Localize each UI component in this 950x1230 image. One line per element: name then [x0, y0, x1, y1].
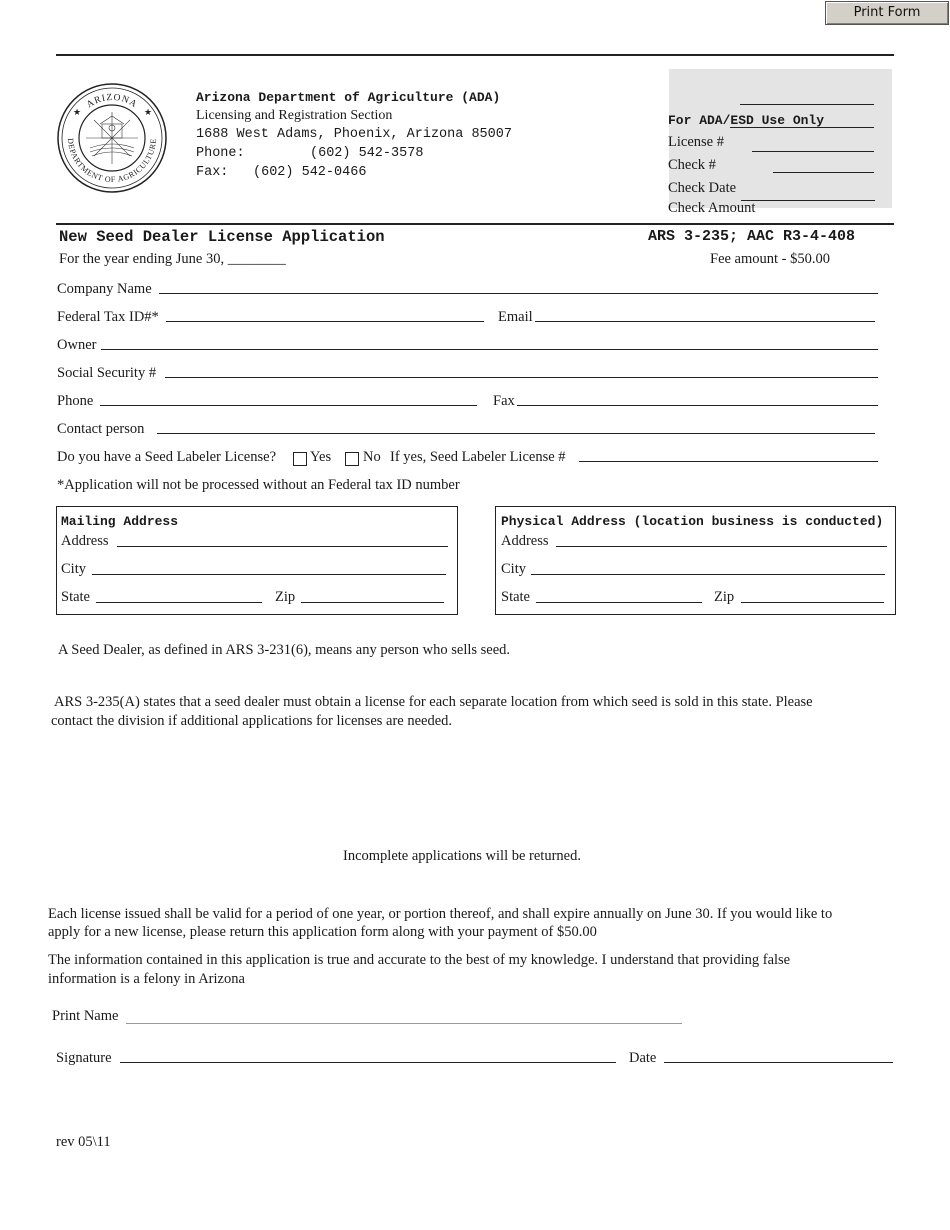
office-use-title-line	[730, 127, 874, 128]
office-use-title: For ADA/ESD Use Only	[668, 113, 825, 128]
fax-input[interactable]	[517, 389, 878, 406]
agency-phone: (602) 542-3578	[310, 146, 424, 161]
office-license-label: License #	[668, 134, 724, 150]
contact-person-label: Contact person	[57, 421, 145, 437]
physical-address-input[interactable]	[556, 530, 887, 547]
signature-label: Signature	[56, 1050, 112, 1066]
mailing-city-input[interactable]	[92, 558, 446, 575]
print-form-button[interactable]: Print Form	[825, 1, 949, 25]
labeler-number-label: If yes, Seed Labeler License #	[390, 449, 566, 465]
owner-input[interactable]	[101, 333, 878, 350]
validity-line2: apply for a new license, please return this application form along with your payment of $50.00	[48, 924, 597, 940]
tax-id-note: *Application will not be processed without an Federal tax ID number	[57, 477, 460, 493]
statute-reference: ARS 3-235; AAC R3-4-408	[648, 228, 856, 245]
fee-amount: Fee amount - $50.00	[710, 251, 831, 267]
form-title: New Seed Dealer License Application	[59, 228, 385, 246]
owner-label: Owner	[57, 337, 97, 353]
fax-label: Fax	[493, 393, 515, 409]
mailing-city-label: City	[61, 561, 86, 577]
arizona-agriculture-seal-icon	[56, 82, 168, 194]
labeler-no-checkbox[interactable]	[345, 452, 359, 466]
print-name-label: Print Name	[52, 1008, 119, 1024]
phone-input[interactable]	[100, 389, 477, 406]
physical-state-label: State	[501, 589, 530, 605]
email-input[interactable]	[535, 305, 875, 322]
section-rule	[56, 223, 894, 225]
physical-address-title: Physical Address (location business is conducted)	[501, 514, 884, 529]
agency-name: Arizona Department of Agriculture (ADA)	[196, 90, 501, 105]
year-ending: For the year ending June 30, ________	[59, 251, 286, 267]
physical-zip-input[interactable]	[741, 586, 884, 603]
seal-top-text: ARIZONA	[85, 92, 139, 111]
company-name-label: Company Name	[57, 281, 152, 297]
incomplete-notice: Incomplete applications will be returned.	[343, 848, 581, 864]
top-rule	[56, 54, 894, 56]
company-name-input[interactable]	[159, 277, 878, 294]
office-license-input[interactable]	[752, 135, 874, 152]
physical-state-input[interactable]	[536, 586, 702, 603]
ssn-input[interactable]	[165, 361, 878, 378]
labeler-no-label: No	[363, 449, 381, 465]
office-check-date-input[interactable]	[741, 184, 875, 201]
phone-label: Phone	[57, 393, 94, 409]
date-label: Date	[629, 1050, 657, 1066]
email-label: Email	[498, 309, 533, 325]
agency-fax: (602) 542-0466	[253, 165, 367, 180]
mailing-state-label: State	[61, 589, 90, 605]
seed-dealer-definition: A Seed Dealer, as defined in ARS 3-231(6), means any person who sells seed.	[58, 642, 511, 658]
mailing-zip-input[interactable]	[301, 586, 444, 603]
office-check-label: Check #	[668, 157, 716, 173]
certification-line1: The information contained in this application is true and accurate to the best of my knowledge. I understand that providing false	[48, 952, 791, 968]
labeler-yes-label: Yes	[310, 449, 332, 465]
mailing-address-title: Mailing Address	[61, 514, 179, 529]
office-check-amount-label: Check Amount	[668, 200, 756, 216]
validity-line1: Each license issued shall be valid for a period of one year, or portion thereof, and shall expire annually on June 30. If you would like to	[48, 906, 833, 922]
seal-bottom-text: DEPARTMENT OF AGRICULTURE	[65, 137, 159, 185]
ssn-label: Social Security #	[57, 365, 157, 381]
ars-paragraph-line2: contact the division if additional applications for licenses are needed.	[51, 713, 453, 729]
mailing-state-input[interactable]	[96, 586, 262, 603]
contact-person-input[interactable]	[157, 417, 875, 434]
mailing-address-label: Address	[61, 533, 109, 549]
agency-phone-label: Phone:	[196, 146, 245, 161]
svg-text:★: ★	[144, 107, 153, 117]
date-input[interactable]	[664, 1046, 893, 1063]
mailing-zip-label: Zip	[275, 589, 296, 605]
labeler-question: Do you have a Seed Labeler License?	[57, 449, 277, 465]
tax-id-label: Federal Tax ID#*	[57, 309, 159, 325]
signature-input[interactable]	[120, 1046, 616, 1063]
ars-paragraph-line1: ARS 3-235(A) states that a seed dealer must obtain a license for each separate location from which seed is sold in this state. Please	[54, 694, 813, 710]
print-name-input[interactable]	[126, 1007, 682, 1024]
mailing-address-input[interactable]	[117, 530, 448, 547]
office-check-input[interactable]	[773, 156, 874, 173]
svg-text:★: ★	[73, 107, 82, 117]
agency-fax-label: Fax:	[196, 165, 229, 180]
tax-id-input[interactable]	[166, 305, 484, 322]
certification-line2: information is a felony in Arizona	[48, 971, 245, 987]
office-use-line	[740, 104, 874, 105]
physical-city-input[interactable]	[531, 558, 885, 575]
physical-address-label: Address	[501, 533, 549, 549]
labeler-yes-checkbox[interactable]	[293, 452, 307, 466]
physical-zip-label: Zip	[714, 589, 735, 605]
revision-label: rev 05\11	[56, 1134, 111, 1150]
physical-city-label: City	[501, 561, 526, 577]
labeler-number-input[interactable]	[579, 445, 878, 462]
office-check-date-label: Check Date	[668, 180, 737, 196]
agency-section: Licensing and Registration Section	[196, 108, 393, 123]
agency-address: 1688 West Adams, Phoenix, Arizona 85007	[196, 127, 512, 142]
